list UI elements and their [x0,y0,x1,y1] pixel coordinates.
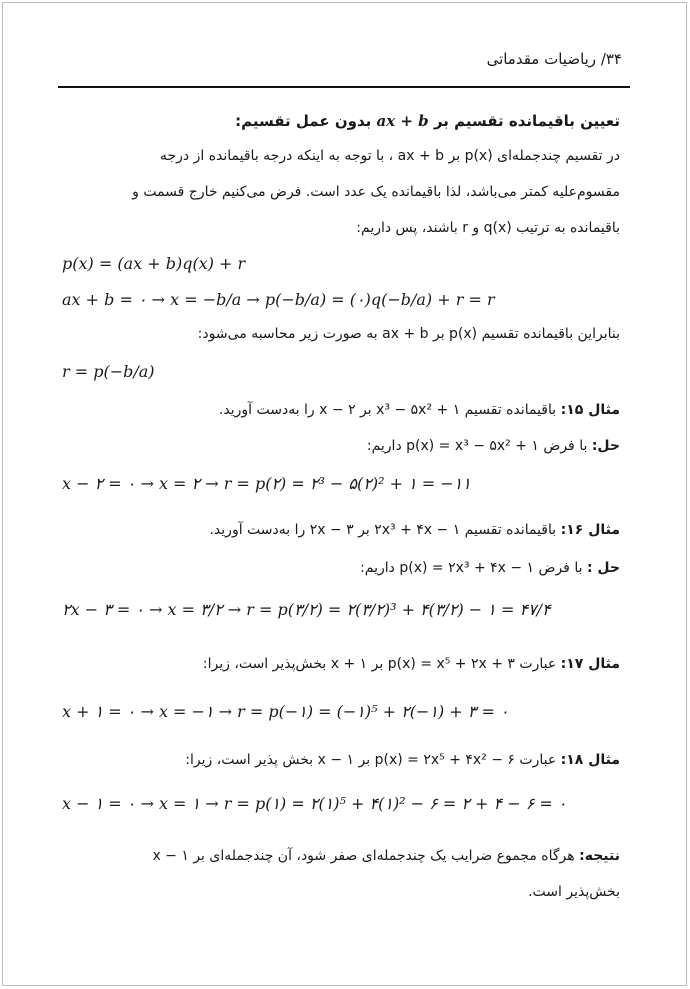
header-rule [58,86,630,88]
conclusion-line-1: هرگاه مجموع ضرایب یک چندجمله‌ای صفر شود، آن چندجمله‌ای بر x − ۱ [152,848,575,864]
heading-text-1: تعیین باقیمانده تقسیم بر [433,112,620,130]
page-header: ۳۴/ ریاضیات مقدماتی [486,50,622,68]
example-16-solution [360,560,620,576]
heading-math: ax + b [376,112,429,130]
example-15-solution [367,438,620,454]
example-18 [185,752,620,768]
paragraph-1-line-3: باقیمانده به ترتیب q(x) و r باشند، پس داریم: [356,220,620,236]
heading-text-2: بدون عمل تقسیم: [235,112,372,130]
section-heading [235,112,620,130]
example-15 [219,402,620,418]
paragraph-2: بنابراین باقیمانده تقسیم p(x) بر ax + b به صورت زیر محاسبه می‌شود: [197,326,620,342]
example-15-solution-label: حل: [591,438,620,454]
example-15-equation: x − ۲ = ۰ → x = ۲ → r = p(۲) = ۲³ − ۵(۲)² + ۱ = −۱۱ [62,474,471,493]
conclusion [152,848,620,864]
equation-3: r = p(−b/a) [62,362,155,381]
example-15-text: باقیمانده تقسیم x³ − ۵x² + ۱ بر x − ۲ را به‌دست آورید. [218,402,557,418]
equation-1: p(x) = (ax + b)q(x) + r [62,254,246,273]
example-18-equation: x − ۱ = ۰ → x = ۱ → r = p(۱) = ۲(۱)⁵ + ۴(۱)² − ۶ = ۲ + ۴ − ۶ = ۰ [62,794,567,813]
conclusion-label: نتیجه: [579,848,620,864]
example-16-solution-text: با فرض p(x) = ۲x³ + ۴x − ۱ داریم: [360,560,583,576]
paragraph-1-line-2: مقسوم‌علیه کمتر می‌باشد، لذا باقیمانده یک عدد است. فرض می‌کنیم خارج قسمت و [132,184,620,200]
equation-2: ax + b = ۰ → x = −b/a → p(−b/a) = (۰)q(−b/a) + r = r [62,290,495,309]
example-15-title: مثال ۱۵: [560,402,620,418]
example-16-title: مثال ۱۶: [560,522,620,538]
example-17-text: عبارت p(x) = x⁵ + ۲x + ۳ بر x + ۱ بخش‌پذیر است، زیرا: [202,656,557,672]
example-18-title: مثال ۱۸: [560,752,620,768]
example-16 [209,522,620,538]
example-15-solution-text: با فرض p(x) = x³ − ۵x² + ۱ داریم: [366,438,588,454]
example-16-text: باقیمانده تقسیم ۲x³ + ۴x − ۱ بر ۲x − ۳ را به‌دست آورید. [209,522,557,538]
paragraph-1-line-1: در تقسیم چندجمله‌ای p(x) بر ax + b ، با توجه به اینکه درجه باقیمانده از درجه [159,148,620,164]
example-17-equation: x + ۱ = ۰ → x = −۱ → r = p(−۱) = (−۱)⁵ + ۲(−۱) + ۳ = ۰ [62,702,509,721]
example-17-title: مثال ۱۷: [560,656,620,672]
example-18-text: عبارت p(x) = ۲x⁵ + ۴x² − ۶ بر x − ۱ بخش پذیر است، زیرا: [185,752,557,768]
example-17 [203,656,620,672]
conclusion-line-2: بخش‌پذیر است. [528,884,620,900]
example-16-solution-label: حل : [586,560,620,576]
example-16-equation: ۲x − ۳ = ۰ → x = ۳/۲ → r = p(۳/۲) = ۲(۳/۲)³ + ۴(۳/۲) − ۱ = ۴۷/۴ [62,600,551,619]
